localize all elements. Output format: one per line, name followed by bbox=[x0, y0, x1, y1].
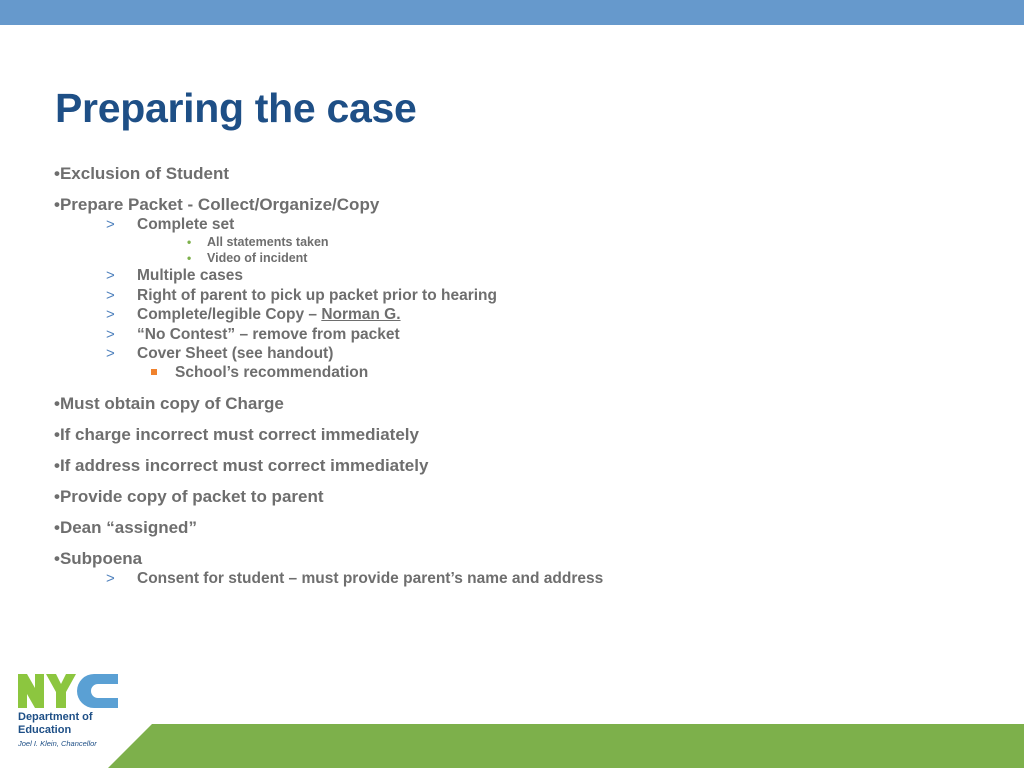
sub-item-right-of-parent: > Right of parent to pick up packet prior to hearing bbox=[106, 286, 497, 304]
bullet-charge-copy: •Must obtain copy of Charge bbox=[54, 393, 284, 413]
sub-sub-item-video: • Video of incident bbox=[187, 251, 308, 266]
square-bullet-icon bbox=[151, 369, 157, 375]
bullet-prepare-packet: •Prepare Packet - Collect/Organize/Copy bbox=[54, 195, 380, 214]
bullet-list bbox=[54, 164, 954, 588]
bullet-subpoena: •Subpoena bbox=[54, 548, 143, 568]
bullet-charge-incorrect: •If charge incorrect must correct immediately bbox=[54, 424, 419, 444]
bullet-marker: • bbox=[54, 455, 60, 475]
sub-item-legible-copy: > Complete/legible Copy – Norman G. bbox=[106, 306, 401, 324]
arrow-icon: > bbox=[106, 286, 115, 304]
sub-sub-item-statements: • All statements taken bbox=[187, 235, 329, 250]
arrow-icon: > bbox=[106, 216, 115, 233]
bullet-exclusion: •Exclusion of Student bbox=[54, 164, 230, 183]
bullet-marker: • bbox=[54, 195, 60, 214]
dot-icon: • bbox=[187, 251, 192, 266]
arrow-icon: > bbox=[106, 569, 115, 587]
bullet-marker: • bbox=[54, 164, 60, 183]
sub-item-no-contest: > “No Contest” – remove from packet bbox=[106, 325, 400, 343]
sub-item-cover-sheet: > Cover Sheet (see handout) bbox=[106, 345, 334, 363]
bullet-marker: • bbox=[54, 517, 60, 537]
bullet-dean-assigned: •Dean “assigned” bbox=[54, 517, 197, 537]
sub-item-multiple-cases: > Multiple cases bbox=[106, 267, 243, 285]
arrow-icon: > bbox=[106, 306, 115, 324]
arrow-icon: > bbox=[106, 345, 115, 363]
dot-icon: • bbox=[187, 235, 192, 250]
arrow-icon: > bbox=[106, 267, 115, 285]
nyc-logo-mark bbox=[18, 674, 118, 708]
sub-sub-item-recommendation: School’s recommendation bbox=[54, 363, 954, 382]
bullet-marker: • bbox=[54, 548, 60, 568]
top-accent-bar bbox=[0, 0, 1024, 25]
norman-g-link[interactable]: Norman G. bbox=[321, 306, 401, 324]
bullet-provide-copy: •Provide copy of packet to parent bbox=[54, 486, 324, 506]
logo-line-education: Education bbox=[18, 724, 72, 736]
arrow-icon: > bbox=[106, 325, 115, 343]
sub-item-complete-set: > Complete set bbox=[106, 216, 235, 233]
bottom-green-band bbox=[0, 724, 1024, 768]
logo-line-chancellor: Joel I. Klein, Chancellor bbox=[18, 739, 97, 748]
bullet-marker: • bbox=[54, 486, 60, 506]
logo-line-department: Department of bbox=[18, 711, 93, 723]
bullet-marker: • bbox=[54, 424, 60, 444]
sub-item-consent: > Consent for student – must provide parent’s name and address bbox=[106, 569, 604, 587]
bullet-marker: • bbox=[54, 393, 60, 413]
bullet-address-incorrect: •If address incorrect must correct immediately bbox=[54, 455, 429, 475]
slide-title: Preparing the case bbox=[55, 85, 417, 131]
